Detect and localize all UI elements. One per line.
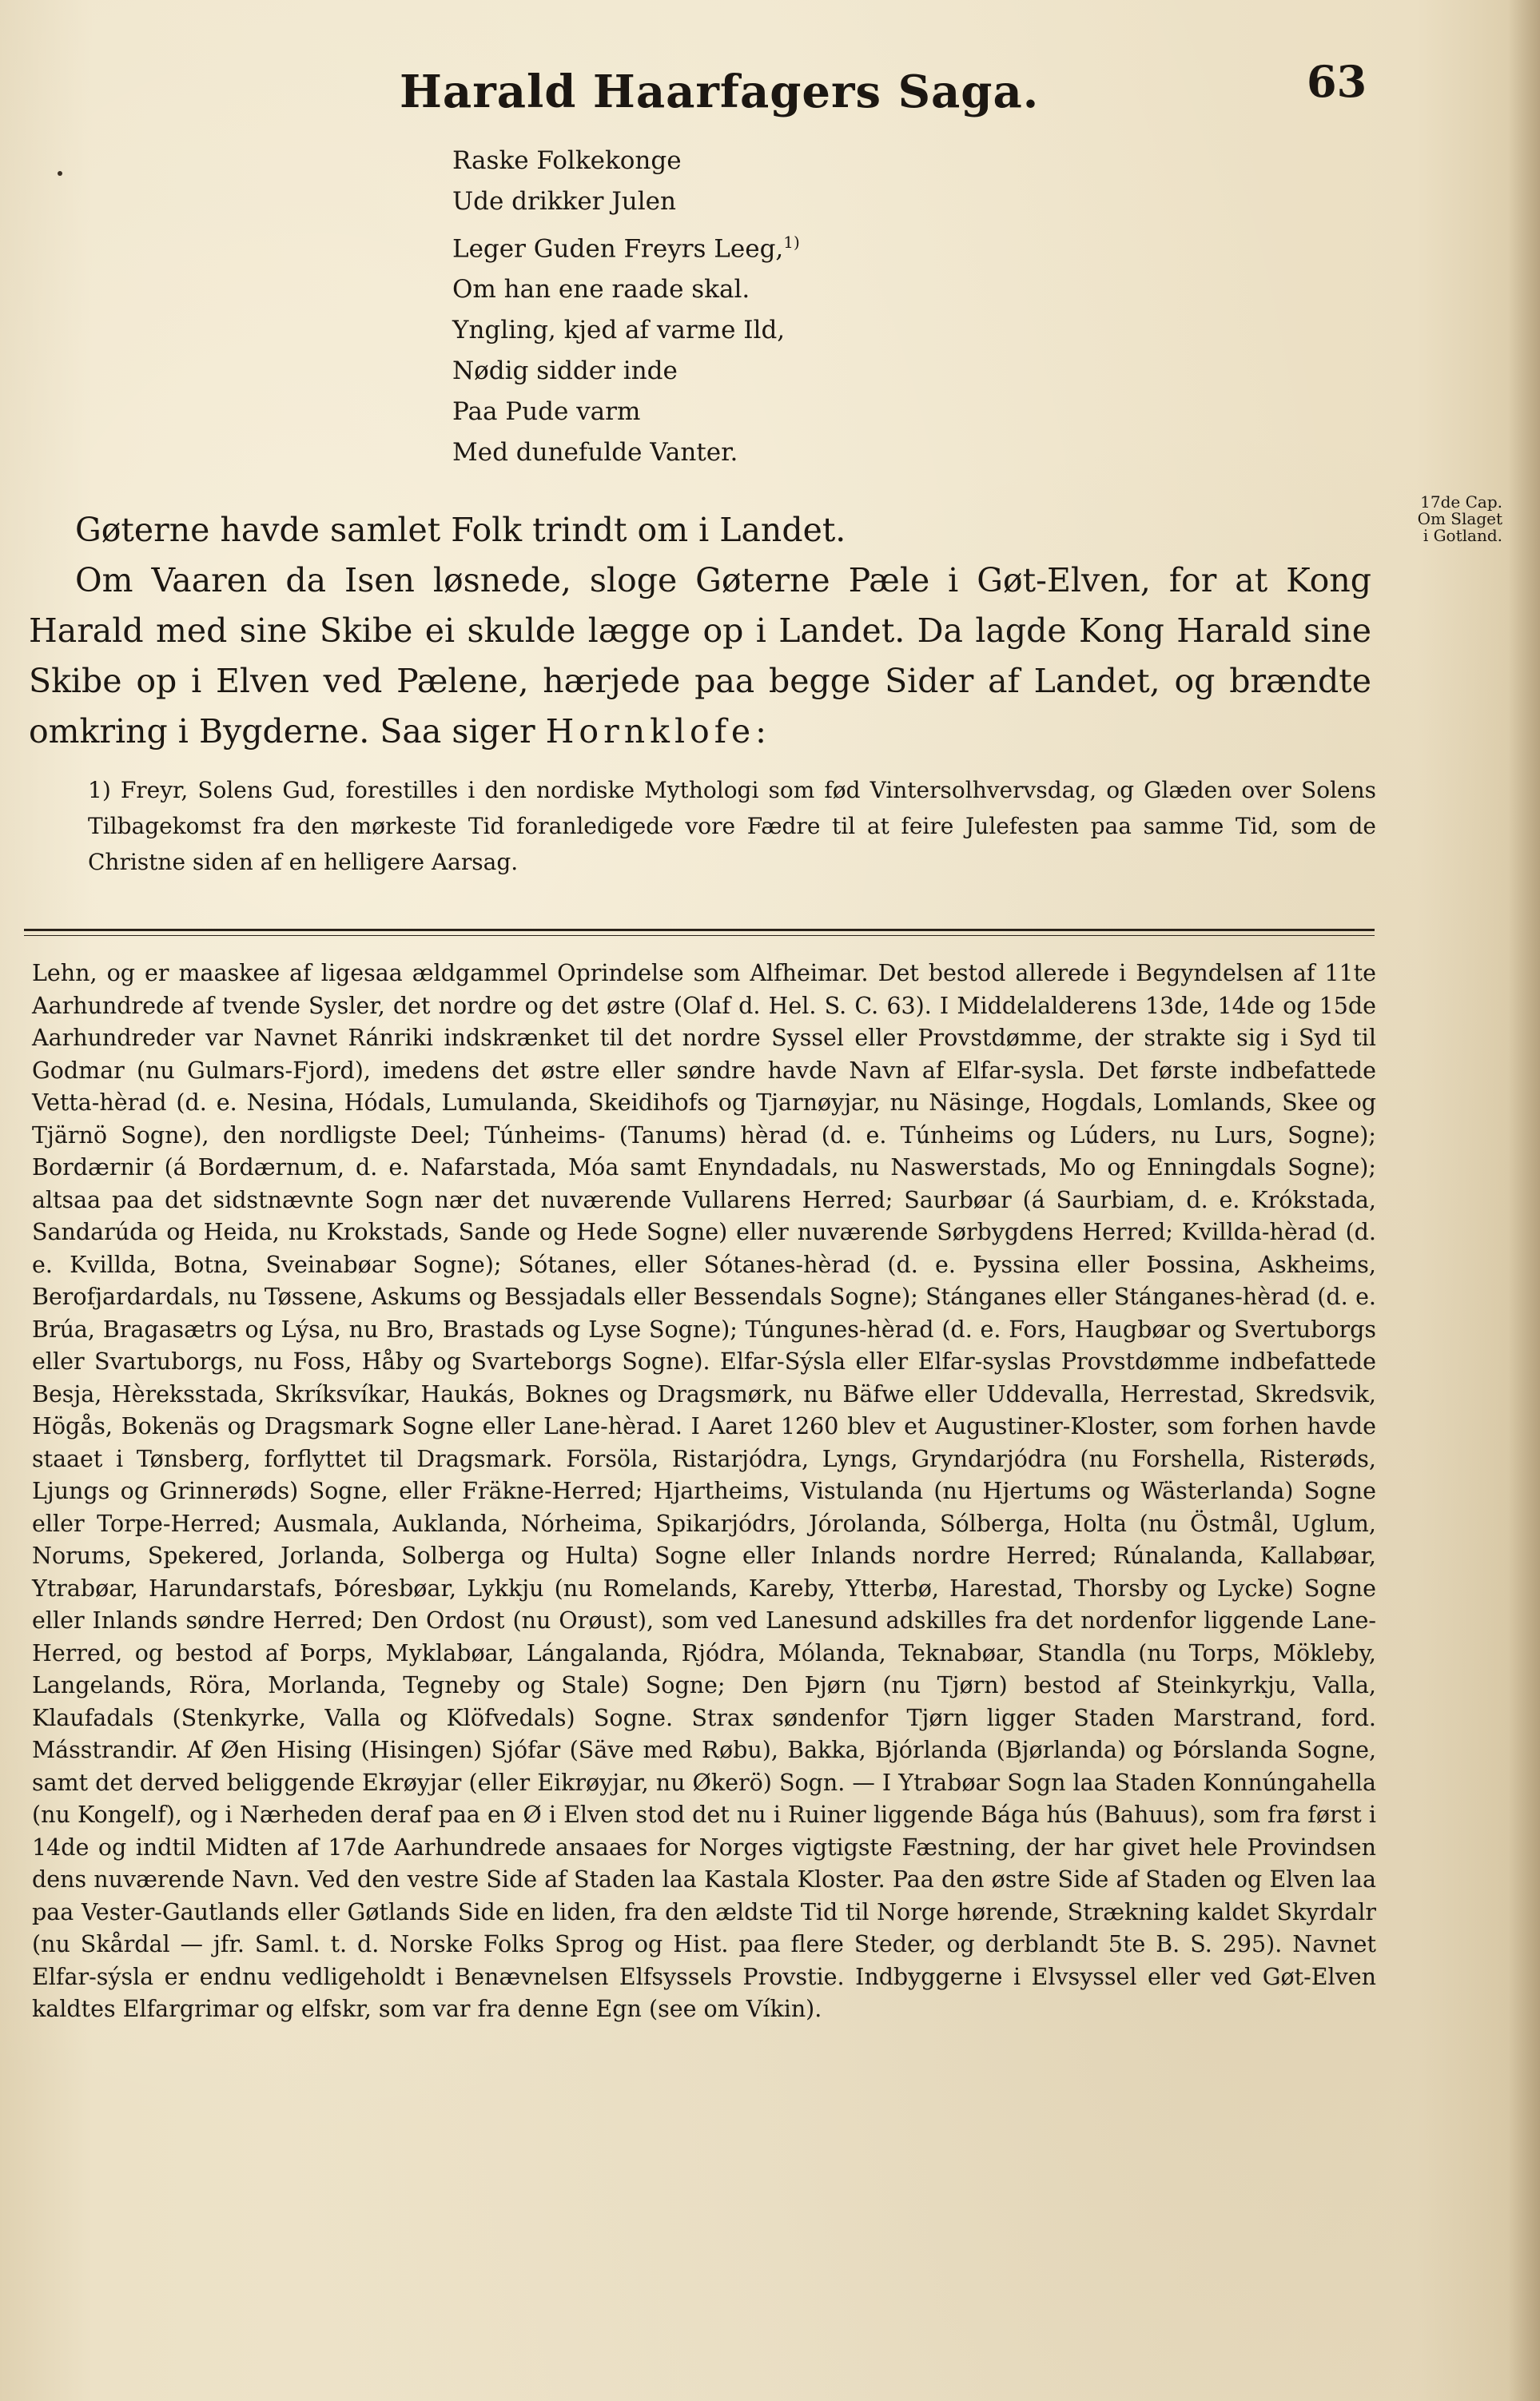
margin-note-line: i Gotland. [1423, 526, 1502, 545]
binding-shadow [1508, 0, 1540, 2401]
running-head-title: Harald Haarfagers Saga. [400, 66, 1040, 118]
verse-line: Raske Folkekonge [452, 146, 682, 175]
margin-note-line: Om Slaget [1417, 509, 1502, 528]
poet-name: Hornklofe: [545, 712, 771, 751]
verse-line: Ude drikker Julen [452, 187, 676, 216]
verse-line: Om han ene raade skal. [452, 275, 750, 305]
verse-line-text: Leger Guden Freyrs Leeg, [452, 234, 784, 264]
main-paragraph-text: Om Vaaren da Isen løsnede, sloge Gøterne Pæle i Gøt-Elven, for at Kong Harald med sine Skibe ei skulde lægge op i Landet. Da lagde Kong Harald sine Skibe op i Elven ved Pælene, hærjede paa begge Sider af Landet, og brændte omkring i Bygderne. Saa siger [29, 561, 1371, 751]
separator-rule [24, 929, 1375, 931]
main-paragraph: Gøterne havde samlet Folk trindt om i Landet. [75, 511, 846, 549]
verse-line: Paa Pude varm [452, 397, 641, 427]
footnote-paragraph [88, 772, 1376, 880]
margin-note [1375, 494, 1502, 544]
page-number: 63 [1307, 56, 1367, 107]
commentary-notes [32, 958, 1376, 2026]
ink-dot [58, 171, 62, 176]
commentary-paragraph: Lehn, og er maaskee af ligesaa ældgammel Oprindelse som Alfheimar. Det bestod allerede i Begyndelsen af 11te Aarhundrede af tvende Sysler, det nordre og det østre (Olaf d. Hel. S. C. 63). I Middelalderens 13de, 14de og 15de Aarhundreder var Navnet Ránriki indskrænket til det nordre Syssel eller Provstdømme, der strakte sig i Syd til Godmar (nu Gulmars-Fjord), imedens det østre eller søndre havde Navn af Elfar-sysla. Det første indbefattede Vetta-hèrad (d. e. Nesina, Hódals, Lumulanda, Skeidihofs og Tjarnøyjar, nu Näsinge, Hogdals, Lomlands, Skee og Tjärnö Sogne), den nordligste Deel; Túnheims- (Tanums) hèrad (d. e. Túnheims og Lúders, nu Lurs, Sogne); Bordærnir (á Bordærnum, d. e. Nafarstada, Móa samt Enyndadals, nu Naswerstads, Mo og Enningdals Sogne); altsaa paa det sidstnævnte Sogn nær det nuværende Vullarens Herred; Saurbøar (á Saurbiam, d. e. Krókstada, Sandarúda og Heida, nu Krokstads, Sande og Hede Sogne) eller nuværende Sørbygdens Herred; Kvillda-hèrad (d. e. Kvillda, Botna, Sveinabøar Sogne); Sótanes, eller Sótanes-hèrad (d. e. Þyssina eller Þossina, Askheims, Berofjardardals, nu Tøssene, Askums og Bessjadals eller Bessendals Sogne); Stánganes eller Stánganes-hèrad (d. e. Brúa, Bragasætrs og Lýsa, nu Bro, Brastads og Lyse Sogne); Túngunes-hèrad (d. e. Fors, Haugbøar og Svertuborgs eller Svartuborgs, nu Foss, Håby og Svarteborgs Sogne). Elfar-Sýsla eller Elfar-syslas Provstdømme indbefattede Besja, Hèreksstada, Skríksvíkar, Haukás, Boknes og Dragsmørk, nu Bäfwe eller Uddevalla, Herrestad, Skredsvik, Högås, Bokenäs og Dragsmark Sogne eller Lane-hèrad. I Aaret 1260 blev et Augustiner-Kloster, som forhen havde staaet i Tønsberg, forflyttet til Dragsmark. Forsöla, Ristarjódra, Lyngs, Gryndarjódra (nu Forshella, Risterøds, Ljungs og Grinnerøds) Sogne, eller Fräkne-Herred; Hjartheims, Vistulanda (nu Hjertums og Wästerlanda) Sogne eller Torpe-Herred; Ausmala, Auklanda, Nórheima, Spikarjódrs, Jórolanda, Sólberga, Holta (nu Östmål, Uglum, Norums, Spekered, Jorlanda, Solberga og Hulta) Sogne eller Inlands nordre Herred; Rúnalanda, Kallabøar, Ytrabøar, Harundarstafs, Þóresbøar, Lykkju (nu Romelands, Kareby, Ytterbø, Harestad, Thorsby og Lycke) Sogne eller Inlands søndre Herred; Den Ordost (nu Orøust), som ved Lanesund adskilles fra det nordenfor liggende Lane-Herred, og bestod af Þorps, Myklabøar, Lángalanda, Rjódra, Mólanda, Teknabøar, Standla (nu Torps, Mökleby, Langelands, Röra, Morlanda, Tegneby og Stale) Sogne; Den Þjørn (nu Tjørn) bestod af Steinkyrkju, Valla, Klaufadals (Stenkyrke, Valla og Klöfvedals) Sogne. Strax søndenfor Tjørn ligger Staden Marstrand, ford. Másstrandir. Af Øen Hising (Hisingen) Sjófar (Säve med Røbu), Bakka, Bjórlanda (Bjørlanda) og Þórslanda Sogne, samt det derved beliggende Ekrøyjar (eller Eikrøyjar, nu Økerö) Sogn. — I Ytrabøar Sogn laa Staden Konnúngahella (nu Kongelf), og i Nærheden deraf paa en Ø i Elven stod det nu i Ruiner liggende Bága hús (Bahuus), som fra først i 14de og indtil Midten af 17de Aarhundrede ansaaes for Norges vigtigste Fæstning, der har givet hele Provindsen dens nuværende Navn. Ved den vestre Side af Staden laa Kastala Kloster. Paa den østre Side af Staden og Elven laa paa Vester-Gautlands eller Gøtlands Side en liden, fra den ældste Tid til Norge hørende, Strækning kaldet Skyrdalr (nu Skårdal — jfr. Saml. t. d. Norske Folks Sprog og Hist. paa flere Steder, og derblandt 5te B. S. 295). Navnet Elfar-sýsla er endnu vedligeholdt i Benævnelsen Elfsyssels Provstie. Indbyggerne i Elvsyssel eller ved Gøt-Elven kaldtes Elfargrimar og elfskr, som var fra denne Egn (see om Víkin). [32, 960, 1376, 2022]
footnote-text: Freyr, Solens Gud, forestilles i den nordiske Mythologi som fød Vintersolhvervsdag, og Glæden over Solens Tilbagekomst fra den mørkeste Tid foranledigede vore Fædre til at feire Julefesten paa samme Tid, som de Christne siden af en helligere Aarsag. [88, 777, 1376, 875]
separator-rule-thin [24, 935, 1375, 936]
margin-note-chapter: 17de Cap. [1420, 492, 1502, 512]
main-paragraph [29, 555, 1371, 757]
verse-line: Yngling, kjed af varme Ild, [452, 316, 786, 345]
footnote-marker: 1) [88, 777, 111, 803]
footnote-reference[interactable]: 1) [783, 233, 800, 252]
footnote [88, 772, 1376, 880]
verse-line [452, 222, 800, 269]
main-text [29, 505, 1371, 757]
verse-line: Med dunefulde Vanter. [452, 438, 738, 468]
verse-block [452, 141, 800, 473]
verse-line: Nødig sidder inde [452, 356, 678, 386]
